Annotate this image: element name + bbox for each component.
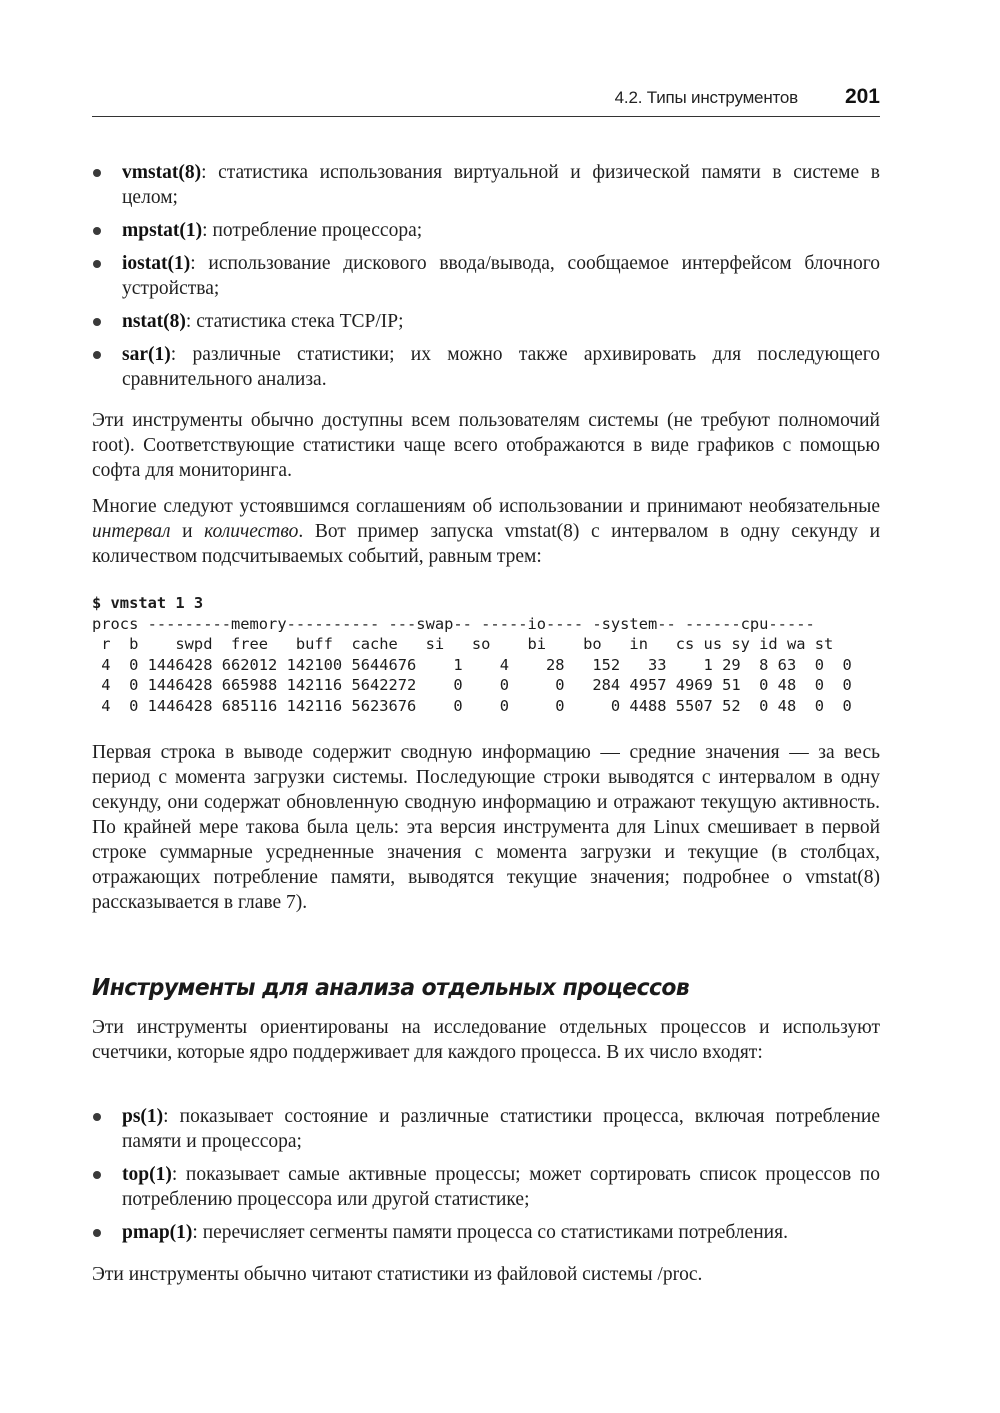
tool-description: : различные статистики; их можно также архивировать для последующего сравнительного анализа. xyxy=(122,344,880,390)
paragraph-text: . Вот пример запуска vmstat(8) с интервалом в одну секунду и количеством подсчитываемых событий, равным трем: xyxy=(92,521,881,567)
list-item xyxy=(92,309,880,334)
list-item xyxy=(92,342,880,392)
bullet-icon xyxy=(93,1113,101,1121)
list-item xyxy=(92,1104,880,1154)
list-item xyxy=(92,160,880,210)
code-command: $ vmstat 1 3 xyxy=(92,594,204,612)
code-block xyxy=(92,593,880,717)
emphasis-text: интервал xyxy=(92,521,171,542)
code-output: procs ---------memory---------- ---swap-- -----io---- -system-- ------cpu----- r b swpd free buff cache si so bi bo in cs us sy id wa st 4 0 1446428 662012 142100 5644676 1 4 28 152 33 1 29 8 63 0 0 4 0 1446428 665988 142116 5642272 0 0 0 284 4957 4969 51 0 48 0 0 4 0 1446428 685116 142116 5623676 0 0 0 0 4488 5507 52 0 48 0 0 xyxy=(92,614,852,715)
tool-name: top(1) xyxy=(122,1164,172,1185)
paragraph: Эти инструменты обычно читают статистики из файловой системы /proc. xyxy=(92,1264,703,1285)
tool-description: : потребление процессора; xyxy=(202,220,423,241)
emphasis-text: количество xyxy=(204,521,299,542)
tool-name: iostat(1) xyxy=(122,253,191,274)
paragraph xyxy=(92,494,880,569)
paragraph: Эти инструменты ориентированы на исследование отдельных процессов и используют счетчики, которые ядро поддерживает для каждого процесса. В их число входят: xyxy=(92,1017,880,1063)
page-number: 201 xyxy=(844,85,880,108)
tool-description: : перечисляет сегменты памяти процесса со статистиками потребления. xyxy=(192,1222,788,1243)
paragraph: Первая строка в выводе содержит сводную информацию — средние значения — за весь период с момента загрузки системы. Последующие строки выводятся с интервалом в одну секунду, они содержат обновленную сводную информацию и отражают текущую активность. По крайней мере такова была цель: эта версия инструмента для Linux смешивает в первой строке суммарные усредненные значения с момента загрузки и текущие (в столбцах, отражающих потребление памяти, выводятся текущие значения; подробнее о vmstat(8) рассказывается в главе 7). xyxy=(92,742,880,913)
system-tools-list xyxy=(92,160,880,392)
bullet-icon xyxy=(93,318,101,326)
running-header xyxy=(92,84,880,117)
bullet-icon xyxy=(93,169,101,177)
paragraph: Эти инструменты обычно доступны всем пользователям системы (не требуют полномочий root). Соответствующие статистики чаще всего отображаются в виде графиков с помощью софта для мониторинга. xyxy=(92,410,880,481)
list-item xyxy=(92,1162,880,1212)
code-listing xyxy=(92,593,880,717)
tool-name: ps(1) xyxy=(122,1106,164,1127)
list-item xyxy=(92,251,880,301)
tool-description: : показывает состояние и различные статистики процесса, включая потребление памяти и процессора; xyxy=(122,1106,880,1152)
section-heading: Инструменты для анализа отдельных процессов xyxy=(92,973,690,1001)
tool-name: pmap(1) xyxy=(122,1222,193,1243)
bullet-icon xyxy=(93,1171,101,1179)
process-tools-list xyxy=(92,1104,880,1245)
bullet-icon xyxy=(93,351,101,359)
bullet-icon xyxy=(93,260,101,268)
tool-name: vmstat(8) xyxy=(122,162,202,183)
paragraph-text: и xyxy=(170,521,205,542)
tool-description: : показывает самые активные процессы; может сортировать список процессов по потреблению процессора или другой статистике; xyxy=(122,1164,880,1210)
tool-description: : использование дискового ввода/вывода, сообщаемое интерфейсом блочного устройства; xyxy=(122,253,880,299)
tool-name: sar(1) xyxy=(122,344,171,365)
list-item xyxy=(92,1220,880,1245)
tool-description: : статистика использования виртуальной и физической памяти в системе в целом; xyxy=(122,162,880,208)
bullet-icon xyxy=(93,1229,101,1237)
tool-name: nstat(8) xyxy=(122,311,186,332)
tool-description: : статистика стека TCP/IP; xyxy=(185,311,404,332)
bullet-icon xyxy=(93,227,101,235)
paragraph-text: Многие следуют устоявшимся соглашениям об использовании и принимают необязательные xyxy=(92,496,880,517)
tool-name: mpstat(1) xyxy=(122,220,203,241)
list-item xyxy=(92,218,880,243)
running-header-section-title: 4.2. Типы инструментов xyxy=(614,88,798,107)
